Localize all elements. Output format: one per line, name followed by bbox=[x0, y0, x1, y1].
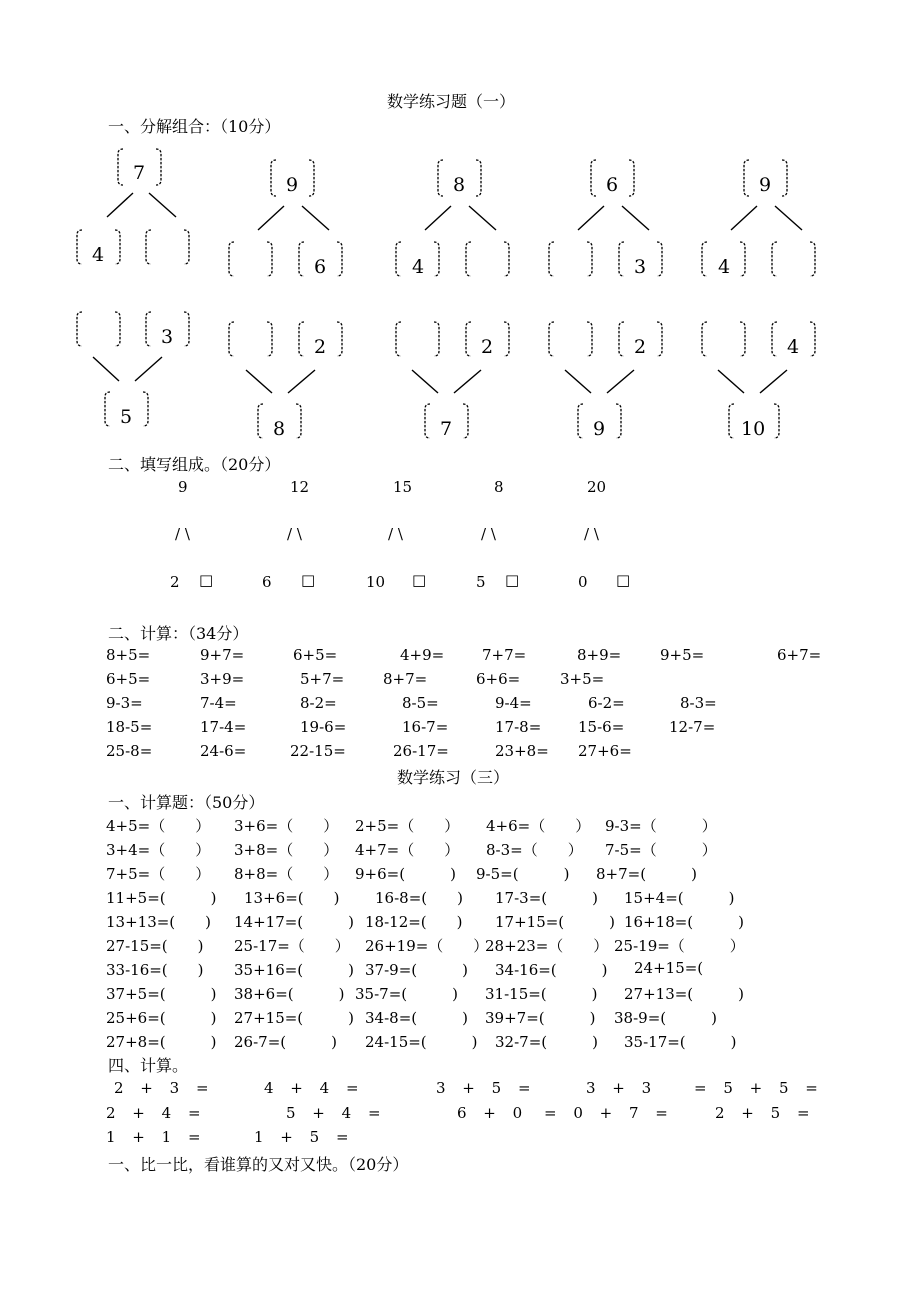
compose-5-top: 20 bbox=[587, 478, 607, 496]
section-heading-compute: 四、计算。 bbox=[108, 1056, 189, 1075]
calc-fill-item: 4+6=（ ） bbox=[486, 817, 591, 835]
calc-fill-item: 8+7=( ) bbox=[596, 865, 697, 883]
calc-fill-item: 33-16=( ) bbox=[106, 961, 204, 979]
calc-fill-item: 7+5=（ ） bbox=[106, 865, 211, 883]
calc-item: 8+5= bbox=[106, 646, 151, 664]
calc-fill-item: 16-8=( ) bbox=[375, 889, 463, 907]
calc-fill-item: 35-17=( ) bbox=[624, 1033, 737, 1051]
calc-fill-item: 18-12=( ) bbox=[365, 913, 463, 931]
calc-fill-item: 24-15=( ) bbox=[365, 1033, 478, 1051]
tree-3-top: 8 bbox=[453, 174, 466, 196]
calc-fill-item: 37-9=( ) bbox=[365, 961, 468, 979]
calc-fill-item: 24+15=( bbox=[634, 959, 704, 977]
calc-item: 26-17= bbox=[393, 742, 449, 760]
spaced-calc-item: 6 + 0 bbox=[457, 1104, 523, 1122]
compose-4-left: 5 bbox=[476, 573, 486, 591]
calc-fill-item: 9+6=( ) bbox=[355, 865, 456, 883]
compose-1-answer-box[interactable]: □ bbox=[199, 571, 214, 589]
compose-5-left: 0 bbox=[578, 573, 588, 591]
calc-fill-item: 26+19=（ ） bbox=[365, 937, 489, 955]
calc-fill-item: 14+17=( ) bbox=[234, 913, 355, 931]
calc-item: 8-2= bbox=[300, 694, 337, 712]
calc-fill-item: 2+5=（ ） bbox=[355, 817, 460, 835]
calc-item: 6+7= bbox=[777, 646, 822, 664]
section-heading-fill-composition: 二、填写组成。（20分） bbox=[108, 455, 281, 474]
tree-7-right: 2 bbox=[314, 336, 327, 358]
calc-item: 8+9= bbox=[577, 646, 622, 664]
compose-4-top: 8 bbox=[494, 478, 504, 496]
calc-fill-item: 8-3=（ ） bbox=[486, 841, 583, 859]
compose-1-split: / \ bbox=[175, 525, 190, 543]
compose-1-top: 9 bbox=[178, 478, 188, 496]
calc-item: 9+5= bbox=[660, 646, 705, 664]
spaced-calc-item: 2 + 3 = bbox=[114, 1079, 209, 1097]
calc-item: 6+5= bbox=[106, 670, 151, 688]
calc-fill-item: 39+7=( ) bbox=[485, 1009, 596, 1027]
calc-fill-item: 25-19=（ ） bbox=[614, 937, 745, 955]
compose-2-split: / \ bbox=[287, 525, 302, 543]
tree-8-bottom: 7 bbox=[440, 418, 453, 440]
spaced-calc-item: 4 + 4 = bbox=[264, 1079, 359, 1097]
tree-5-top: 9 bbox=[759, 174, 772, 196]
tree-10-right: 4 bbox=[787, 336, 800, 358]
calc-fill-item: 11+5=( ) bbox=[106, 889, 217, 907]
calc-fill-item: 27-15=( ) bbox=[106, 937, 204, 955]
spaced-calc-item: 5 + 4 = bbox=[286, 1104, 381, 1122]
tree-9-right: 2 bbox=[634, 336, 647, 358]
section-heading-calc-problems: 一、计算题：（50分） bbox=[108, 793, 265, 812]
calc-fill-item: 9-3=（ ） bbox=[605, 817, 717, 835]
spaced-calc-item: 2 + 4 = bbox=[106, 1104, 201, 1122]
calc-item: 7+7= bbox=[482, 646, 527, 664]
calc-fill-item: 27+15=( ) bbox=[234, 1009, 355, 1027]
calc-fill-item: 13+6=( ) bbox=[244, 889, 340, 907]
calc-item: 23+8= bbox=[495, 742, 549, 760]
compose-2-answer-box[interactable]: □ bbox=[301, 571, 316, 589]
compose-4-answer-box[interactable]: □ bbox=[505, 571, 520, 589]
tree-3-left: 4 bbox=[412, 256, 425, 278]
calc-item: 17-4= bbox=[200, 718, 247, 736]
compose-3-split: / \ bbox=[388, 525, 403, 543]
section-heading-decompose: 一、分解组合：（10分） bbox=[108, 117, 281, 136]
calc-fill-item: 7-5=（ ） bbox=[605, 841, 717, 859]
calc-fill-item: 27+13=( ) bbox=[624, 985, 745, 1003]
calc-item: 3+5= bbox=[560, 670, 605, 688]
tree-4-top: 6 bbox=[606, 174, 619, 196]
calc-fill-item: 8+8=（ ） bbox=[234, 865, 339, 883]
calc-fill-item: 25-17=（ ） bbox=[234, 937, 350, 955]
spaced-calc-item: 2 + 5 = bbox=[715, 1104, 810, 1122]
tree-5-left: 4 bbox=[718, 256, 731, 278]
spaced-calc-item: 1 + 5 = bbox=[254, 1128, 349, 1146]
calc-fill-item: 3+4=（ ） bbox=[106, 841, 211, 859]
calc-fill-item: 34-8=( ) bbox=[365, 1009, 468, 1027]
calc-fill-item: 31-15=( ) bbox=[485, 985, 598, 1003]
calc-item: 3+9= bbox=[200, 670, 245, 688]
tree-9-bottom: 9 bbox=[593, 418, 606, 440]
calc-fill-item: 9-5=( ) bbox=[476, 865, 570, 883]
compose-3-left: 10 bbox=[366, 573, 386, 591]
tree-1-top: 7 bbox=[133, 162, 146, 184]
calc-fill-item: 27+8=( ) bbox=[106, 1033, 217, 1051]
tree-6-bottom: 5 bbox=[120, 406, 133, 428]
calc-item: 12-7= bbox=[669, 718, 716, 736]
decomposition-diagrams bbox=[0, 0, 920, 470]
calc-item: 17-8= bbox=[495, 718, 542, 736]
compose-5-answer-box[interactable]: □ bbox=[616, 571, 631, 589]
calc-item: 9-4= bbox=[495, 694, 532, 712]
compose-3-top: 15 bbox=[393, 478, 413, 496]
tree-2-right: 6 bbox=[314, 256, 327, 278]
calc-fill-item: 15+4=( ) bbox=[624, 889, 735, 907]
calc-fill-item: 3+6=（ ） bbox=[234, 817, 339, 835]
tree-4-right: 3 bbox=[634, 256, 647, 278]
calc-item: 5+7= bbox=[300, 670, 345, 688]
calc-fill-item: 28+23=（ ） bbox=[485, 937, 609, 955]
calc-item: 16-7= bbox=[402, 718, 449, 736]
calc-item: 9-3= bbox=[106, 694, 143, 712]
compose-2-left: 6 bbox=[262, 573, 272, 591]
spaced-calc-item: 3 + 3 bbox=[586, 1079, 652, 1097]
calc-fill-item: 25+6=( ) bbox=[106, 1009, 217, 1027]
calc-fill-item: 17-3=( ) bbox=[495, 889, 598, 907]
calc-fill-item: 35+16=( ) bbox=[234, 961, 355, 979]
spaced-calc-item: = 5 + 5 = bbox=[694, 1079, 818, 1097]
compose-1-left: 2 bbox=[170, 573, 180, 591]
calc-item: 18-5= bbox=[106, 718, 153, 736]
calc-item: 8-5= bbox=[402, 694, 439, 712]
calc-fill-item: 37+5=( ) bbox=[106, 985, 217, 1003]
calc-fill-item: 4+5=（ ） bbox=[106, 817, 211, 835]
compose-5-split: / \ bbox=[584, 525, 599, 543]
calc-item: 19-6= bbox=[300, 718, 347, 736]
tree-2-top: 9 bbox=[286, 174, 299, 196]
spaced-calc-item: 1 + 1 = bbox=[106, 1128, 201, 1146]
calc-fill-item: 17+15=( ) bbox=[495, 913, 616, 931]
calc-fill-item: 26-7=( ) bbox=[234, 1033, 337, 1051]
calc-item: 9+7= bbox=[200, 646, 245, 664]
tree-10-bottom: 10 bbox=[741, 418, 766, 440]
section-heading-compare: 一、比一比，看谁算的又对又快。（20分） bbox=[108, 1155, 409, 1174]
calc-fill-item: 38+6=( ) bbox=[234, 985, 345, 1003]
tree-6-right: 3 bbox=[161, 326, 174, 348]
tree-8-right: 2 bbox=[481, 336, 494, 358]
calc-item: 6-2= bbox=[588, 694, 625, 712]
calc-item: 27+6= bbox=[578, 742, 632, 760]
page-title-3: 数学练习（三） bbox=[397, 768, 510, 787]
calc-fill-item: 38-9=( ) bbox=[614, 1009, 717, 1027]
calc-item: 6+5= bbox=[293, 646, 338, 664]
calc-fill-item: 4+7=（ ） bbox=[355, 841, 460, 859]
calc-fill-item: 32-7=( ) bbox=[495, 1033, 598, 1051]
calc-fill-item: 35-7=( ) bbox=[355, 985, 458, 1003]
calc-item: 8-3= bbox=[680, 694, 717, 712]
calc-item: 22-15= bbox=[290, 742, 346, 760]
spaced-calc-item: 3 + 5 = bbox=[436, 1079, 531, 1097]
calc-fill-item: 3+8=（ ） bbox=[234, 841, 339, 859]
calc-fill-item: 13+13=( ) bbox=[106, 913, 212, 931]
calc-item: 24-6= bbox=[200, 742, 247, 760]
calc-item: 8+7= bbox=[383, 670, 428, 688]
compose-2-top: 12 bbox=[290, 478, 310, 496]
compose-3-answer-box[interactable]: □ bbox=[412, 571, 427, 589]
section-heading-calculation: 二、计算：（34分） bbox=[108, 624, 249, 643]
calc-fill-item: 16+18=( ) bbox=[624, 913, 745, 931]
page-title: 数学练习题（一） bbox=[387, 92, 516, 111]
calc-item: 15-6= bbox=[578, 718, 625, 736]
compose-4-split: / \ bbox=[481, 525, 496, 543]
calc-item: 4+9= bbox=[400, 646, 445, 664]
tree-7-bottom: 8 bbox=[273, 418, 286, 440]
tree-1-left: 4 bbox=[92, 244, 105, 266]
calc-item: 25-8= bbox=[106, 742, 153, 760]
calc-fill-item: 34-16=( ) bbox=[495, 961, 608, 979]
spaced-calc-item: = 0 + 7 = bbox=[544, 1104, 668, 1122]
calc-item: 6+6= bbox=[476, 670, 521, 688]
calc-item: 7-4= bbox=[200, 694, 237, 712]
